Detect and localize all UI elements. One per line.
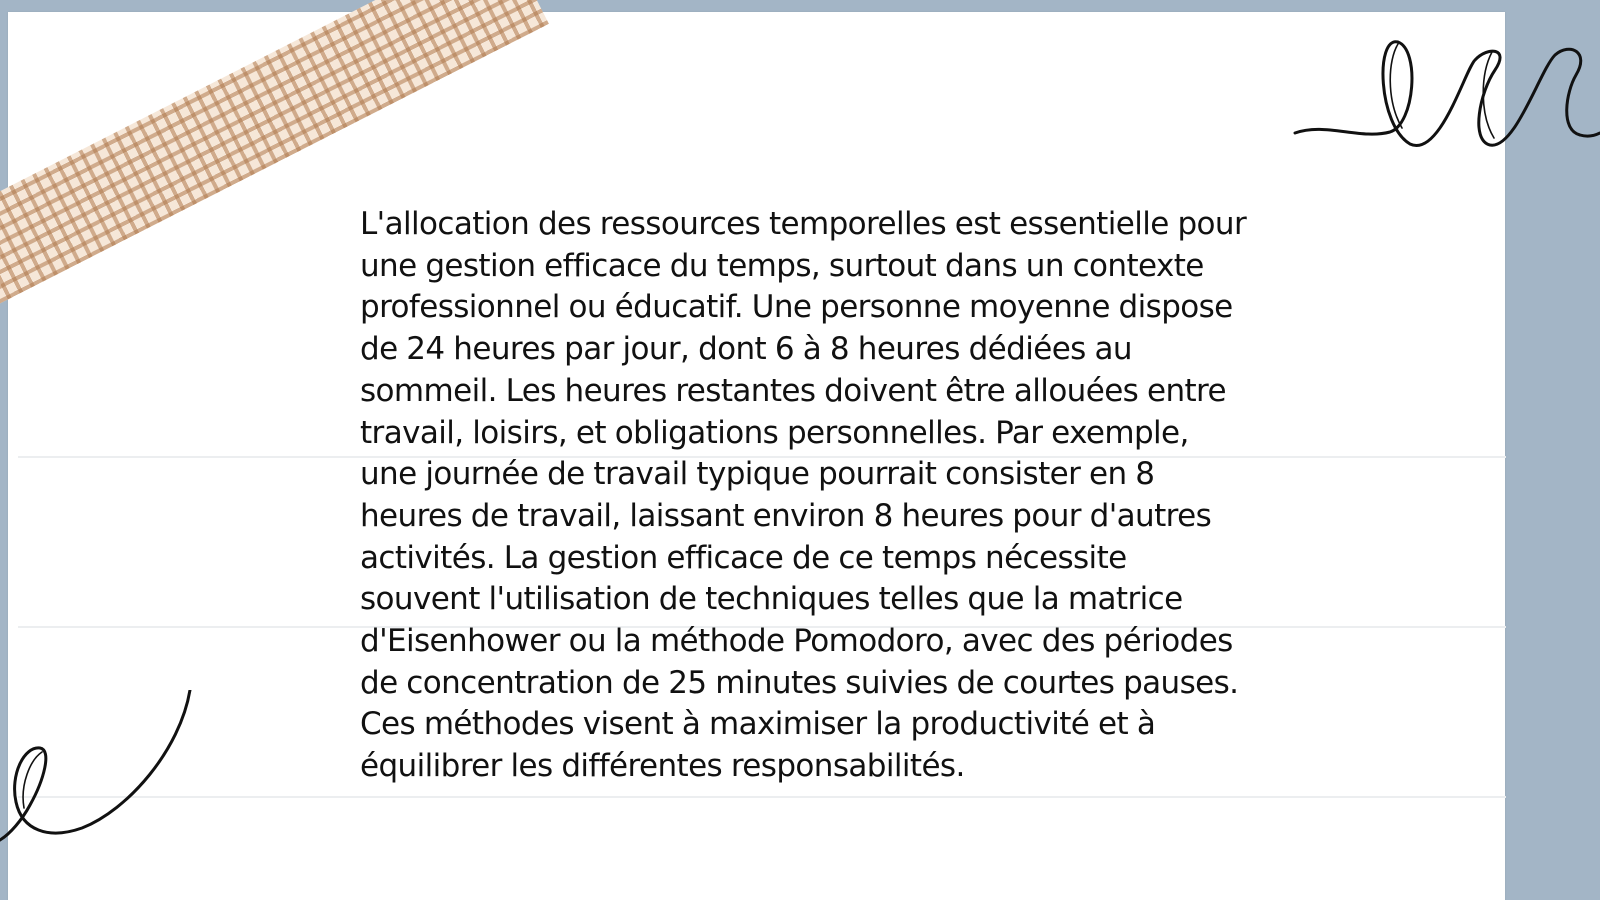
- loop-scribble-icon: [1280, 30, 1600, 170]
- checkmark-scribble-icon: [0, 690, 200, 850]
- ruled-line: [18, 796, 1506, 798]
- body-paragraph: L'allocation des ressources temporelles est essentielle pour une gestion efficace du temps, surtout dans un contexte professionnel ou éducatif. Une personne moyenne dispose de 24 heures par jour, dont 6 à 8 heures dédiées au sommeil. Les heures restantes doivent être allouées entre travail, loisirs, et obligations personnelles. Par exemple, une journée de travail typique pourrait consister en 8 heures de travail, laissant environ 8 heures pour d'autres activités. La gestion efficace de ce temps nécessite souvent l'utilisation de techniques telles que la matrice d'Eisenhower ou la méthode Pomodoro, avec des périodes de concentration de 25 minutes suivies de courtes pauses. Ces méthodes visent à maximiser la productivité et à équilibrer les différentes responsabilités.: [360, 206, 1247, 785]
